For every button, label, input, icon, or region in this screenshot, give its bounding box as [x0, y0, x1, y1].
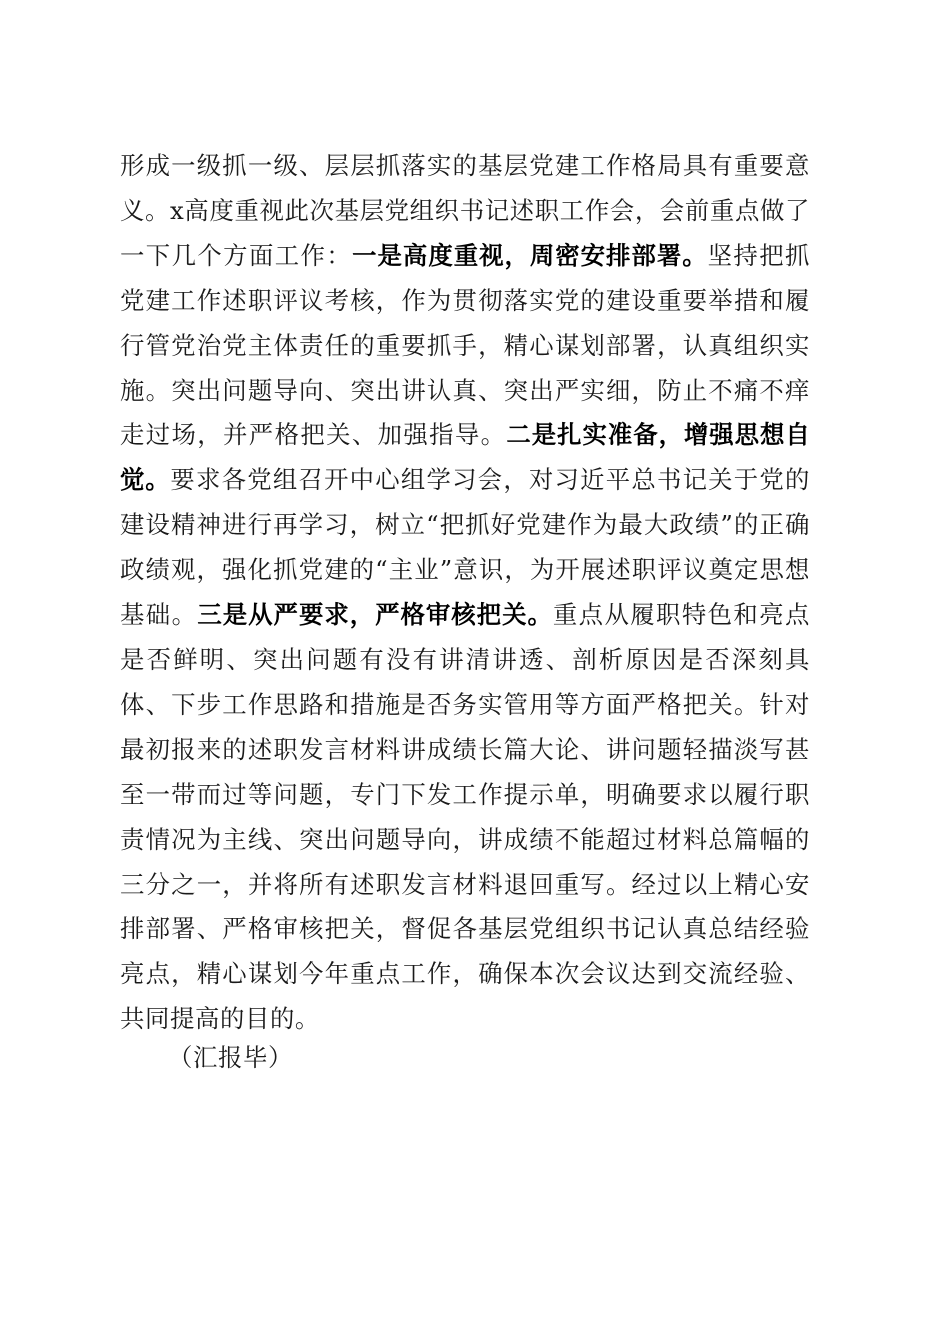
paragraph-text-point-three: 重点从履职特色和亮点是否鲜明、突出问题有没有讲清讲透、剖析原因是否深刻具体、下步工作思路和措施是否务实管用等方面严格把关。针对最初报来的述职发言材料讲成绩长篇大论、讲问题轻描淡写甚至一带而过等问题，专门下发工作提示单，明确要求以履行职责情况为主线、突出问题导向，讲成绩不能超过材料总篇幅的三分之一，并将所有述职发言材料退回重写。经过以上精心安排部署、严格审核把关，督促各基层党组织书记认真总结经验亮点，精心谋划今年重点工作，确保本次会议达到交流经验、共同提高的目的。	[120, 600, 810, 1034]
paragraph-text-intro: 形成一级抓一级、层层抓落实的基层党建工作格局具有重要意义。x高度重视此次基层党组织书记述职工作会，会前重点做了一下几个方面工作：	[120, 151, 810, 270]
paragraph-text-point-two: 要求各党组召开中心组学习会，对习近平总书记关于党的建设精神进行再学习，树立“把抓好党建作为最大政绩”的正确政绩观，强化抓党建的“主业”意识，为开展述职评议奠定思想基础。	[120, 465, 810, 630]
closing-note: （汇报毕）	[168, 1043, 293, 1072]
paragraph-text-point-one: 坚持把抓党建工作述职评议考核，作为贯彻落实党的建设重要举措和履行管党治党主体责任的重要抓手，精心谋划部署，认真组织实施。突出问题导向、突出讲认真、突出严实细，防止不痛不痒走过场，并严格把关、加强指导。	[120, 240, 811, 450]
heading-point-three: 三是从严要求，严格审核把关。	[197, 600, 553, 630]
heading-point-two: 二是扎实准备，增强思想自觉。	[120, 420, 810, 495]
heading-point-one: 一是高度重视，周密安排部署。	[352, 240, 708, 270]
body-paragraph	[120, 144, 810, 1042]
